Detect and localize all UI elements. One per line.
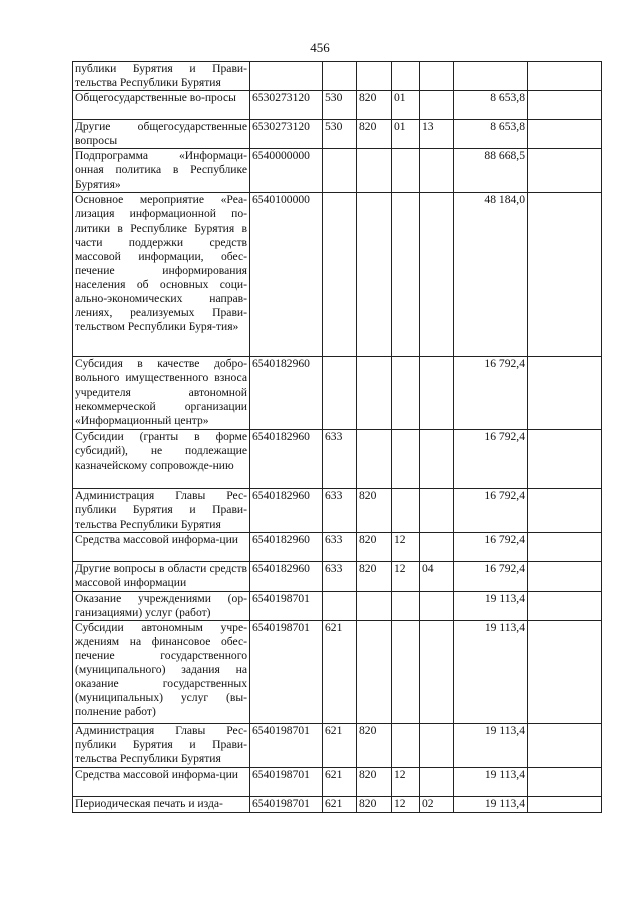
table-row — [73, 357, 602, 430]
amount-cell: 16 792,4 — [454, 357, 528, 430]
expense-name-cell: Общегосударственные во-просы — [73, 91, 250, 120]
section-cell — [392, 591, 420, 620]
administrator-code-cell: 820 — [357, 562, 392, 591]
administrator-code-cell: 820 — [357, 723, 392, 767]
amount-cell: 48 184,0 — [454, 193, 528, 357]
expense-type-cell — [323, 193, 357, 357]
administrator-code-cell: 820 — [357, 767, 392, 796]
table-row — [73, 91, 602, 120]
expense-type-cell: 621 — [323, 620, 357, 723]
table-row — [73, 149, 602, 193]
expense-type-cell — [323, 149, 357, 193]
table-row — [73, 489, 602, 533]
section-cell: 12 — [392, 796, 420, 812]
administrator-code-cell — [357, 357, 392, 430]
amount-cell: 19 113,4 — [454, 620, 528, 723]
subsection-cell — [420, 723, 454, 767]
empty-amount-cell — [528, 796, 602, 812]
expense-type-cell: 530 — [323, 91, 357, 120]
subsection-cell — [420, 767, 454, 796]
table-row — [73, 767, 602, 796]
expense-name-cell: Администрация Главы Рес-публики Бурятия и Прави-тельства Республики Бурятия — [73, 723, 250, 767]
empty-amount-cell — [528, 489, 602, 533]
expense-name-cell: Другие вопросы в области средств массовой информации — [73, 562, 250, 591]
table-row — [73, 723, 602, 767]
expense-name-cell: Субсидии автономным учре-ждениям на финансовое обес-печение государственного (муниципального) задания на оказание государственных (муниципальных) услуг (вы-полнение работ) — [73, 620, 250, 723]
amount-cell: 19 113,4 — [454, 723, 528, 767]
subsection-cell — [420, 91, 454, 120]
target-article-cell: 6540198701 — [250, 767, 323, 796]
target-article-cell: 6540000000 — [250, 149, 323, 193]
target-article-cell: 6540198701 — [250, 796, 323, 812]
expense-name-cell: публики Бурятия и Прави-тельства Республики Бурятия — [73, 62, 250, 91]
budget-table-body — [73, 62, 602, 813]
expense-name-cell: Субсидия в качестве добро-вольного имущественного взноса учредителя автономной некоммерческой организации «Информационный центр» — [73, 357, 250, 430]
expense-name-cell: Основное мероприятие «Реа-лизация информационной по-литики в Республике Бурятия в части поддержки средств массовой информации, обес-печение информирования населения об основных соци-ально-экономических направ-лениях, реализуемых Прави-тельством Республики Буря-тия» — [73, 193, 250, 357]
section-cell: 01 — [392, 91, 420, 120]
table-row — [73, 591, 602, 620]
target-article-cell — [250, 62, 323, 91]
target-article-cell: 6540182960 — [250, 562, 323, 591]
section-cell — [392, 430, 420, 489]
administrator-code-cell: 820 — [357, 91, 392, 120]
empty-amount-cell — [528, 620, 602, 723]
target-article-cell: 6530273120 — [250, 120, 323, 149]
subsection-cell: 04 — [420, 562, 454, 591]
target-article-cell: 6540182960 — [250, 357, 323, 430]
amount-cell: 19 113,4 — [454, 767, 528, 796]
expense-name-cell: Средства массовой информа-ции — [73, 533, 250, 562]
administrator-code-cell: 820 — [357, 120, 392, 149]
expense-name-cell: Администрация Главы Рес-публики Бурятия и Прави-тельства Республики Бурятия — [73, 489, 250, 533]
empty-amount-cell — [528, 357, 602, 430]
expense-type-cell: 633 — [323, 562, 357, 591]
expense-name-cell: Субсидии (гранты в форме субсидий), не подлежащие казначейскому сопровожде-нию — [73, 430, 250, 489]
table-row — [73, 430, 602, 489]
subsection-cell — [420, 533, 454, 562]
expense-type-cell — [323, 62, 357, 91]
empty-amount-cell — [528, 149, 602, 193]
amount-cell: 16 792,4 — [454, 430, 528, 489]
empty-amount-cell — [528, 62, 602, 91]
expense-name-cell: Подпрограмма «Информаци-онная политика в Республике Бурятия» — [73, 149, 250, 193]
expense-name-cell: Другие общегосударственные вопросы — [73, 120, 250, 149]
subsection-cell — [420, 357, 454, 430]
target-article-cell: 6540198701 — [250, 591, 323, 620]
target-article-cell: 6530273120 — [250, 91, 323, 120]
amount-cell: 16 792,4 — [454, 489, 528, 533]
empty-amount-cell — [528, 533, 602, 562]
subsection-cell — [420, 489, 454, 533]
subsection-cell: 02 — [420, 796, 454, 812]
empty-amount-cell — [528, 562, 602, 591]
administrator-code-cell: 820 — [357, 533, 392, 562]
section-cell — [392, 149, 420, 193]
section-cell: 12 — [392, 767, 420, 796]
section-cell: 01 — [392, 120, 420, 149]
empty-amount-cell — [528, 430, 602, 489]
section-cell — [392, 357, 420, 430]
expense-type-cell: 621 — [323, 723, 357, 767]
administrator-code-cell — [357, 620, 392, 723]
amount-cell: 88 668,5 — [454, 149, 528, 193]
section-cell: 12 — [392, 533, 420, 562]
section-cell — [392, 62, 420, 91]
empty-amount-cell — [528, 723, 602, 767]
subsection-cell — [420, 591, 454, 620]
administrator-code-cell — [357, 193, 392, 357]
table-row — [73, 620, 602, 723]
expense-type-cell — [323, 357, 357, 430]
expense-type-cell: 621 — [323, 796, 357, 812]
table-row — [73, 533, 602, 562]
table-row — [73, 120, 602, 149]
subsection-cell — [420, 620, 454, 723]
expense-type-cell: 633 — [323, 489, 357, 533]
amount-cell: 16 792,4 — [454, 533, 528, 562]
empty-amount-cell — [528, 193, 602, 357]
section-cell — [392, 723, 420, 767]
subsection-cell: 13 — [420, 120, 454, 149]
amount-cell: 16 792,4 — [454, 562, 528, 591]
target-article-cell: 6540182960 — [250, 430, 323, 489]
administrator-code-cell: 820 — [357, 796, 392, 812]
target-article-cell: 6540198701 — [250, 620, 323, 723]
amount-cell — [454, 62, 528, 91]
amount-cell: 19 113,4 — [454, 591, 528, 620]
target-article-cell: 6540182960 — [250, 533, 323, 562]
empty-amount-cell — [528, 91, 602, 120]
target-article-cell: 6540182960 — [250, 489, 323, 533]
table-row — [73, 62, 602, 91]
administrator-code-cell — [357, 62, 392, 91]
expense-type-cell: 633 — [323, 533, 357, 562]
subsection-cell — [420, 149, 454, 193]
empty-amount-cell — [528, 591, 602, 620]
expense-name-cell: Средства массовой информа-ции — [73, 767, 250, 796]
target-article-cell: 6540100000 — [250, 193, 323, 357]
empty-amount-cell — [528, 767, 602, 796]
administrator-code-cell: 820 — [357, 489, 392, 533]
administrator-code-cell — [357, 149, 392, 193]
amount-cell: 8 653,8 — [454, 91, 528, 120]
table-row — [73, 562, 602, 591]
subsection-cell — [420, 193, 454, 357]
administrator-code-cell — [357, 430, 392, 489]
subsection-cell — [420, 430, 454, 489]
page-number: 456 — [310, 40, 330, 55]
expense-name-cell: Периодическая печать и изда- — [73, 796, 250, 812]
amount-cell: 8 653,8 — [454, 120, 528, 149]
empty-amount-cell — [528, 120, 602, 149]
subsection-cell — [420, 62, 454, 91]
amount-cell: 19 113,4 — [454, 796, 528, 812]
target-article-cell: 6540198701 — [250, 723, 323, 767]
expense-type-cell — [323, 591, 357, 620]
administrator-code-cell — [357, 591, 392, 620]
section-cell: 12 — [392, 562, 420, 591]
section-cell — [392, 193, 420, 357]
budget-table — [72, 61, 602, 813]
expense-type-cell: 621 — [323, 767, 357, 796]
expense-type-cell: 530 — [323, 120, 357, 149]
section-cell — [392, 620, 420, 723]
section-cell — [392, 489, 420, 533]
table-row — [73, 193, 602, 357]
expense-type-cell: 633 — [323, 430, 357, 489]
expense-name-cell: Оказание учреждениями (ор-ганизациями) услуг (работ) — [73, 591, 250, 620]
table-row — [73, 796, 602, 812]
